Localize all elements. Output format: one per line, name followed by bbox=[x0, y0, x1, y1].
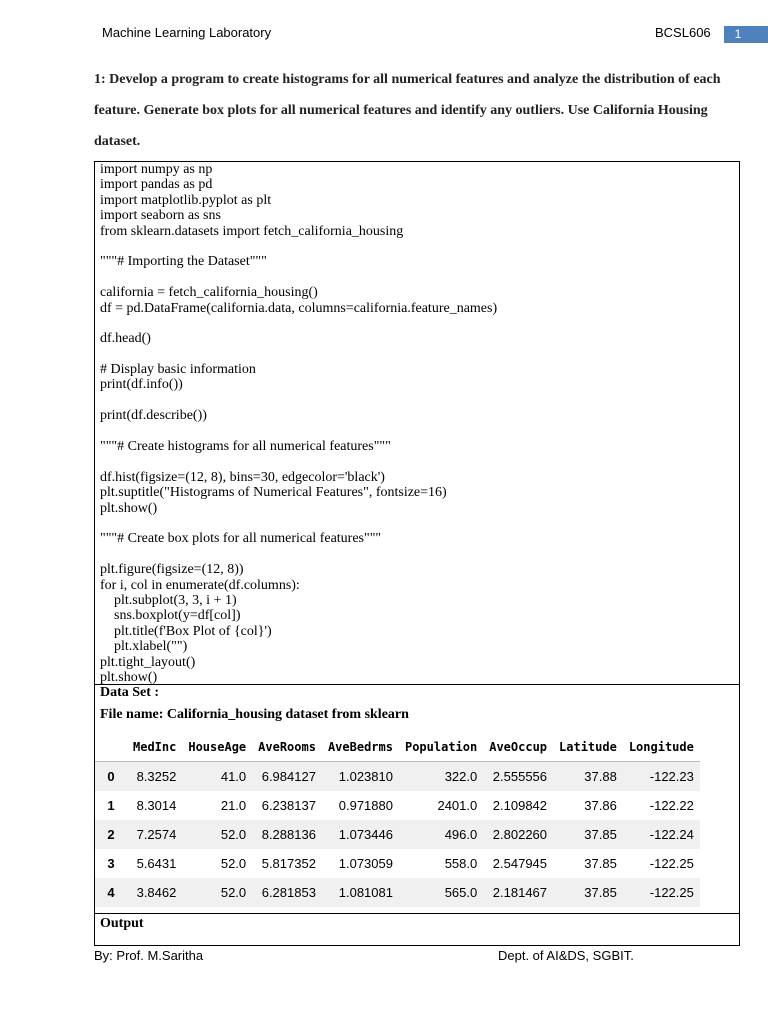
footer-author: By: Prof. M.Saritha bbox=[94, 948, 204, 963]
column-header: Longitude bbox=[623, 733, 700, 762]
table-cell: 37.86 bbox=[584, 798, 617, 813]
table-cell: -122.22 bbox=[649, 798, 694, 813]
page-number: 1 bbox=[734, 27, 742, 41]
table-cell: 6.238137 bbox=[261, 798, 316, 813]
dataset-output-divider bbox=[94, 913, 740, 914]
code-line: print(df.describe()) bbox=[100, 408, 207, 424]
row-index: 2 bbox=[95, 820, 127, 849]
code-line: plt.suptitle("Histograms of Numerical Features", fontsize=16) bbox=[100, 485, 447, 501]
code-line: from sklearn.datasets import fetch_california_housing bbox=[100, 223, 404, 239]
table-row bbox=[95, 762, 700, 792]
table-cell: 6.984127 bbox=[252, 762, 322, 792]
code-line: import numpy as np bbox=[100, 162, 213, 177]
column-header: AveBedrms bbox=[322, 733, 399, 762]
table-cell: 2401.0 bbox=[437, 798, 478, 813]
code-line bbox=[100, 516, 730, 531]
row-index: 3 bbox=[107, 856, 115, 871]
table-header-row bbox=[95, 733, 700, 762]
column-header: HouseAge bbox=[182, 733, 252, 762]
code-line bbox=[100, 424, 730, 439]
code-line: plt.show() bbox=[100, 500, 158, 516]
code-line bbox=[100, 547, 730, 562]
code-line: plt.subplot(3, 3, i + 1) bbox=[100, 592, 237, 608]
column-header: MedInc bbox=[127, 733, 182, 762]
code-line: """# Create histograms for all numerical features""" bbox=[100, 439, 391, 455]
row-index: 4 bbox=[95, 878, 127, 907]
table-row bbox=[95, 878, 700, 907]
table-cell: 2.802260 bbox=[483, 820, 553, 849]
code-line: import seaborn as sns bbox=[100, 208, 221, 224]
code-line: plt.title(f'Box Plot of {col}') bbox=[100, 623, 272, 639]
column-header bbox=[95, 733, 127, 762]
code-line bbox=[100, 454, 730, 469]
table-cell: 2.109842 bbox=[492, 798, 548, 813]
code-line: california = fetch_california_housing() bbox=[100, 285, 318, 301]
code-line: import pandas as pd bbox=[100, 177, 213, 193]
table-cell: 2.547945 bbox=[492, 856, 548, 871]
table-cell: 496.0 bbox=[399, 820, 483, 849]
dataset-table bbox=[95, 733, 700, 907]
code-line: print(df.info()) bbox=[100, 377, 183, 393]
table-row bbox=[95, 791, 700, 820]
code-line bbox=[100, 393, 730, 408]
code-line: plt.show() bbox=[100, 669, 158, 685]
code-line bbox=[100, 316, 730, 331]
table-cell: 37.85 bbox=[553, 820, 623, 849]
table-cell: 3.8462 bbox=[127, 878, 182, 907]
column-header: AveOccup bbox=[483, 733, 553, 762]
table-cell: 8.288136 bbox=[252, 820, 322, 849]
table-cell: 52.0 bbox=[220, 856, 247, 871]
code-line: plt.figure(figsize=(12, 8)) bbox=[100, 562, 244, 578]
table-row bbox=[95, 849, 700, 878]
code-block bbox=[100, 162, 730, 685]
code-line: # Display basic information bbox=[100, 362, 256, 378]
column-header: Population bbox=[399, 733, 483, 762]
output-label: Output bbox=[100, 916, 144, 931]
column-header: Latitude bbox=[553, 733, 623, 762]
dataset-title: Data Set : bbox=[100, 685, 160, 700]
table-cell: 37.85 bbox=[553, 878, 623, 907]
table-cell: 8.3252 bbox=[127, 762, 182, 792]
code-line: plt.tight_layout() bbox=[100, 654, 196, 670]
table-cell: -122.25 bbox=[649, 856, 694, 871]
code-line: for i, col in enumerate(df.columns): bbox=[100, 577, 300, 593]
table-cell: 8.3014 bbox=[136, 798, 177, 813]
table-cell: 7.2574 bbox=[127, 820, 182, 849]
row-index: 0 bbox=[95, 762, 127, 792]
question-text: 1: Develop a program to create histograms for all numerical features and analyze the distribution of each feature. Generate box plots for all numerical features and identify any outliers. Use California Housing dataset. bbox=[94, 72, 721, 149]
row-index: 1 bbox=[107, 798, 115, 813]
table-cell: 6.281853 bbox=[252, 878, 322, 907]
code-dataset-divider bbox=[94, 684, 740, 685]
code-line: df.head() bbox=[100, 331, 151, 347]
table-cell: 1.073059 bbox=[338, 856, 393, 871]
code-line: df = pd.DataFrame(california.data, columns=california.feature_names) bbox=[100, 300, 498, 316]
table-cell: -122.25 bbox=[623, 878, 700, 907]
code-line: import matplotlib.pyplot as plt bbox=[100, 192, 272, 208]
table-cell: 37.88 bbox=[553, 762, 623, 792]
dataset-file-name: File name: California_housing dataset from sklearn bbox=[100, 707, 409, 722]
table-cell: 2.181467 bbox=[483, 878, 553, 907]
table-cell: 565.0 bbox=[399, 878, 483, 907]
table-cell: 1.073446 bbox=[322, 820, 399, 849]
column-header: AveRooms bbox=[252, 733, 322, 762]
lab-title: Machine Learning Laboratory bbox=[102, 25, 272, 40]
table-cell: 52.0 bbox=[182, 878, 252, 907]
code-line bbox=[100, 270, 730, 285]
course-code: BCSL606 bbox=[655, 25, 711, 40]
code-line: df.hist(figsize=(12, 8), bins=30, edgecolor='black') bbox=[100, 469, 385, 485]
table-cell: 1.023810 bbox=[322, 762, 399, 792]
table-cell: 21.0 bbox=[220, 798, 247, 813]
table-cell: 0.971880 bbox=[338, 798, 393, 813]
code-line: """# Create box plots for all numerical features""" bbox=[100, 531, 382, 547]
table-cell: 5.6431 bbox=[136, 856, 177, 871]
dataset-table-wrapper bbox=[95, 733, 739, 911]
table-cell: 5.817352 bbox=[261, 856, 316, 871]
table-row bbox=[95, 820, 700, 849]
table-cell: 52.0 bbox=[182, 820, 252, 849]
code-line: sns.boxplot(y=df[col]) bbox=[100, 608, 241, 624]
code-line bbox=[100, 347, 730, 362]
footer-dept: Dept. of AI&DS, SGBIT. bbox=[498, 948, 634, 963]
table-cell: -122.24 bbox=[623, 820, 700, 849]
table-cell: 558.0 bbox=[444, 856, 478, 871]
table-cell: -122.23 bbox=[623, 762, 700, 792]
code-line: """# Importing the Dataset""" bbox=[100, 254, 267, 270]
table-cell: 41.0 bbox=[182, 762, 252, 792]
page-number-badge bbox=[724, 26, 768, 43]
table-cell: 322.0 bbox=[399, 762, 483, 792]
table-cell: 2.555556 bbox=[483, 762, 553, 792]
table-cell: 1.081081 bbox=[322, 878, 399, 907]
table-cell: 37.85 bbox=[584, 856, 617, 871]
code-line bbox=[100, 239, 730, 254]
code-line: plt.xlabel("") bbox=[100, 639, 188, 655]
